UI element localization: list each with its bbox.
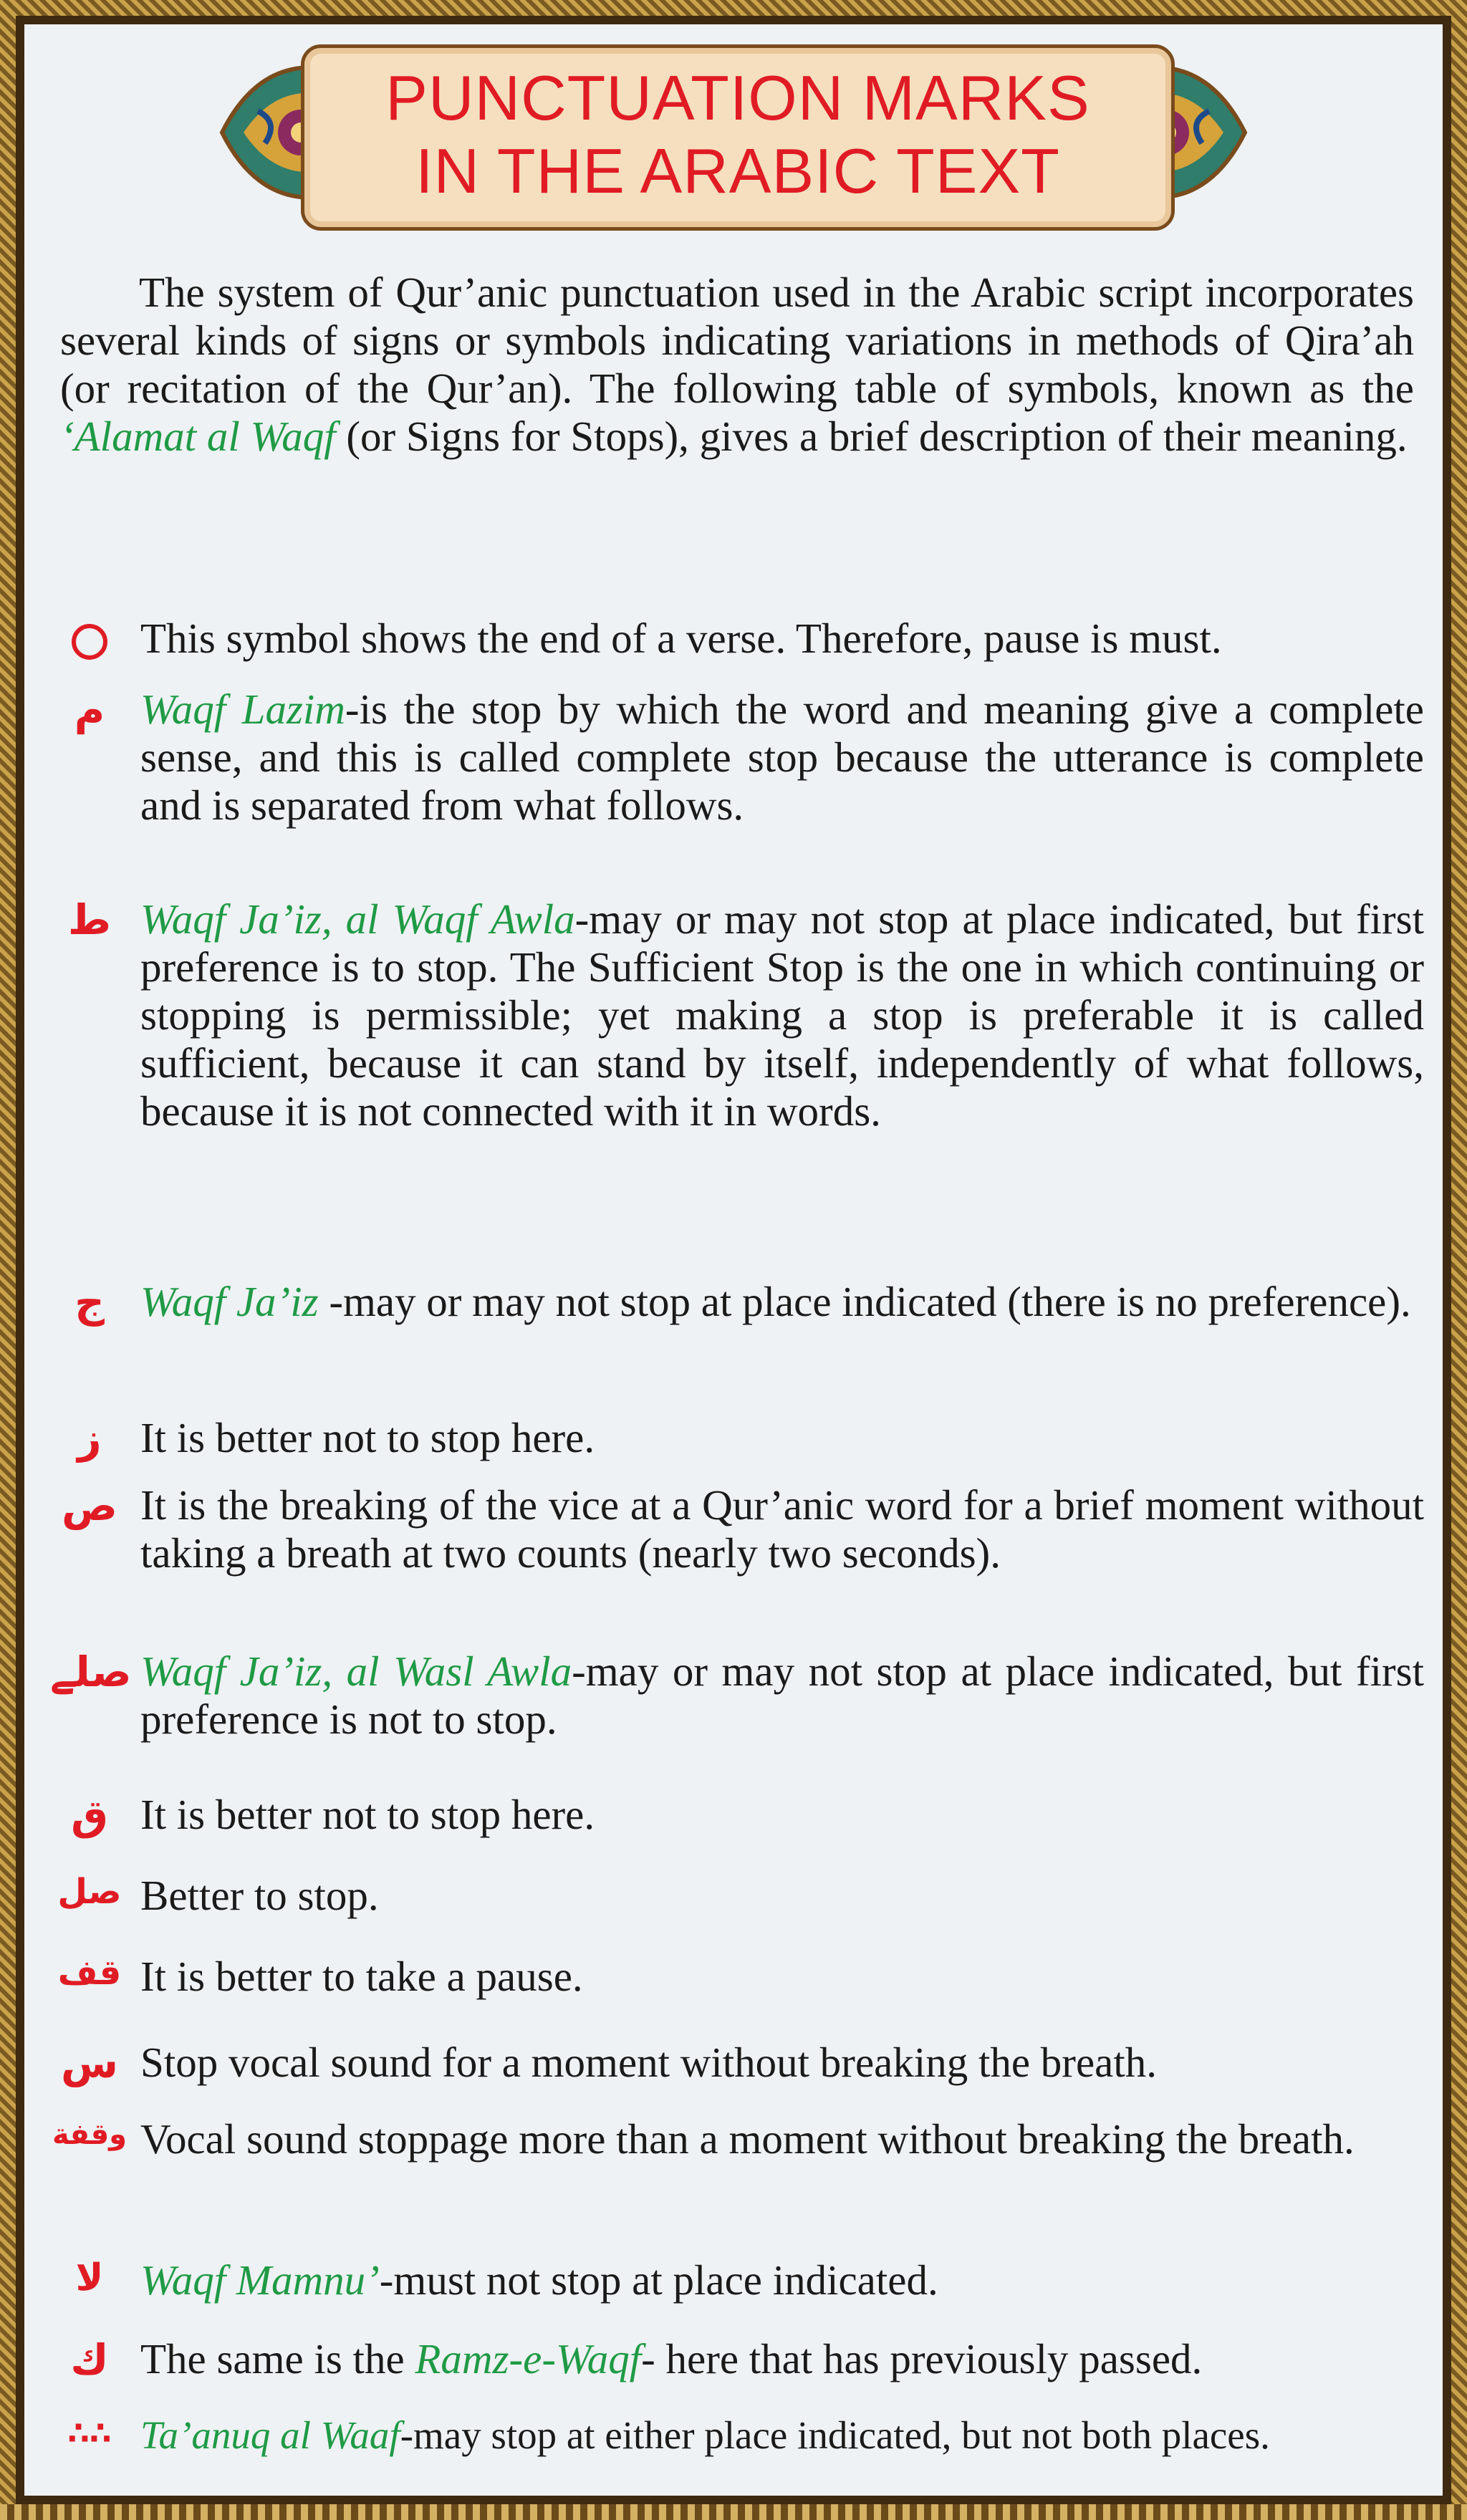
- entry-symbol: صل: [57, 1872, 122, 1912]
- entry-symbol: ص: [61, 1481, 118, 1530]
- entry-text: Stop vocal sound for a moment without breaking the breath.: [140, 2039, 1157, 2086]
- entry-symbol: لا: [75, 2256, 104, 2299]
- entry-text: -may or may not stop at place indicated, but first preference is to stop. The Sufficient Stop is the one in which continuing or stopping is permissible; yet making a stop is preferable it is called sufficient, because it can stand by itself, independently of what follows, because it is not connected with it in words.: [140, 895, 1424, 1135]
- entry-symbol: قف: [57, 1953, 122, 1993]
- entry-symbol: ∴∴: [67, 2415, 112, 2452]
- intro-text-1: The system of Qur’anic punctuation used in the Arabic script incorporates several kinds of signs or symbols indicating variations in methods of Qira’ah (or recitation of the Qur’an). The following table of symbols, known as the: [60, 269, 1414, 412]
- entry-term: Ramz-e-Waqf: [415, 2335, 642, 2382]
- entry-text: -may or may not stop at place indicated, but first preference is not to stop.: [140, 1648, 1424, 1743]
- entry-symbol: ك: [70, 2335, 109, 2384]
- entry-text: - here that has previously passed.: [641, 2335, 1203, 2382]
- entry-text: It is the breaking of the vice at a Qur’anic word for a brief moment without taking a breath at two counts (nearly two seconds).: [140, 1481, 1424, 1577]
- entry-text: Vocal sound stoppage more than a moment without breaking the breath.: [140, 2115, 1355, 2163]
- entry-text: -may or may not stop at place indicated (there is no preference).: [318, 1278, 1411, 1325]
- entry-text: It is better not to stop here.: [140, 1414, 595, 1461]
- entry-term: Waqf Ja’iz, al Wasl Awla: [140, 1648, 572, 1695]
- entry-text: -is the stop by which the word and meaning give a complete sense, and this is called complete stop because the utterance is complete and is separated from what follows.: [140, 686, 1424, 829]
- entry-symbol: وقفة: [52, 2118, 128, 2151]
- verse-end-circle-icon: [50, 620, 129, 663]
- entry-symbol: س: [60, 2039, 119, 2087]
- intro-term: ‘Alamat al Waqf: [60, 413, 336, 460]
- entry-term: Waqf Lazim: [140, 686, 345, 733]
- entry-term: Ta’anuq al Waaf: [140, 2413, 400, 2457]
- title-banner: [301, 44, 1175, 231]
- page-title-line-1: PUNCTUATION MARKS: [385, 62, 1090, 133]
- entry-symbol: ج: [74, 1278, 105, 1327]
- entry-term: Waqf Ja’iz, al Waqf Awla: [140, 895, 575, 943]
- entry-text: Better to stop.: [140, 1872, 379, 1919]
- entry-text-before: The same is the: [140, 2335, 415, 2382]
- intro-paragraph: [60, 269, 1414, 461]
- entry-text: It is better not to stop here.: [140, 1791, 595, 1838]
- entry-symbol: ط: [67, 895, 112, 944]
- entry-term: Waqf Mamnu’: [140, 2256, 380, 2304]
- page-title-line-2: IN THE ARABIC TEXT: [415, 135, 1060, 206]
- entry-text: -may stop at either place indicated, but not both places.: [400, 2413, 1270, 2457]
- entry-text: It is better to take a pause.: [140, 1953, 583, 2000]
- entry-term: Waqf Ja’iz: [140, 1278, 319, 1325]
- entry-symbol: ز: [77, 1414, 102, 1463]
- entry-symbol: ق: [71, 1791, 108, 1839]
- entry-symbol: صلے: [50, 1648, 132, 1696]
- entry-text: -must not stop at place indicated.: [379, 2256, 938, 2304]
- bottom-decorative-strip: [0, 2504, 1467, 2520]
- entry-symbol: م: [74, 686, 105, 734]
- intro-text-2: (or Signs for Stops), gives a brief description of their meaning.: [335, 413, 1408, 460]
- entry-text: This symbol shows the end of a verse. Therefore, pause is must.: [140, 615, 1222, 662]
